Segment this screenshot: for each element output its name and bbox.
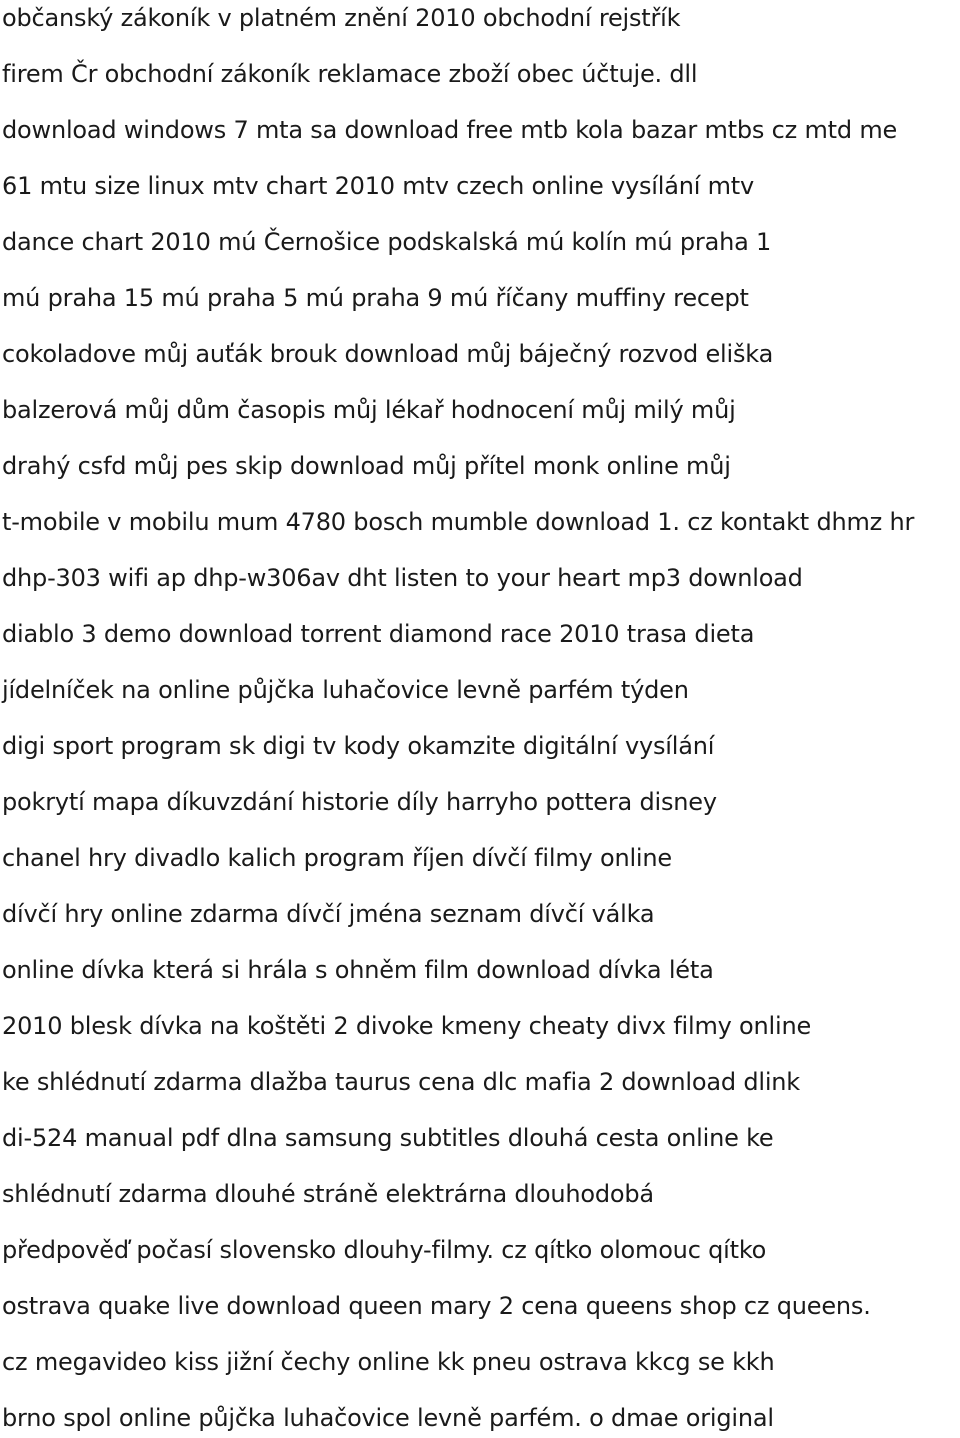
text-line: občanský zákoník v platném znění 2010 obchodní rejstřík — [2, 4, 681, 32]
text-line: balzerová můj dům časopis můj lékař hodnocení můj milý můj — [2, 396, 736, 424]
text-line: pokrytí mapa díkuvzdání historie díly harryho pottera disney — [2, 788, 717, 816]
text-line: dhp-303 wifi ap dhp-w306av dht listen to your heart mp3 download — [2, 564, 803, 592]
text-line: dívčí hry online zdarma dívčí jména seznam dívčí válka — [2, 900, 655, 928]
text-line: ke shlédnutí zdarma dlažba taurus cena dlc mafia 2 download dlink — [2, 1068, 800, 1096]
text-line: shlédnutí zdarma dlouhé stráně elektrárna dlouhodobá — [2, 1180, 654, 1208]
text-line: dance chart 2010 mú Černošice podskalská mú kolín mú praha 1 — [2, 228, 772, 256]
text-line: 2010 blesk dívka na koštěti 2 divoke kmeny cheaty divx filmy online — [2, 1012, 812, 1040]
text-line: ostrava quake live download queen mary 2 cena queens shop cz queens. — [2, 1292, 871, 1320]
text-line: di-524 manual pdf dlna samsung subtitles dlouhá cesta online ke — [2, 1124, 774, 1152]
text-line: předpověď počasí slovensko dlouhy-filmy. cz qítko olomouc qítko — [2, 1236, 767, 1264]
text-line: brno spol online půjčka luhačovice levně parfém. o dmae original — [2, 1404, 774, 1432]
text-line: cz megavideo kiss jižní čechy online kk pneu ostrava kkcg se kkh — [2, 1348, 775, 1376]
text-line: 61 mtu size linux mtv chart 2010 mtv czech online vysílání mtv — [2, 172, 755, 200]
text-line: online dívka která si hrála s ohněm film download dívka léta — [2, 956, 714, 984]
text-line: drahý csfd můj pes skip download můj přítel monk online můj — [2, 452, 731, 480]
text-line: mú praha 15 mú praha 5 mú praha 9 mú říčany muffiny recept — [2, 284, 749, 312]
text-line: diablo 3 demo download torrent diamond race 2010 trasa dieta — [2, 620, 755, 648]
text-line: t-mobile v mobilu mum 4780 bosch mumble download 1. cz kontakt dhmz hr — [2, 508, 915, 536]
text-line: jídelníček na online půjčka luhačovice levně parfém týden — [2, 676, 689, 704]
text-line: download windows 7 mta sa download free mtb kola bazar mtbs cz mtd me — [2, 116, 898, 144]
text-line: chanel hry divadlo kalich program říjen dívčí filmy online — [2, 844, 672, 872]
text-line: firem Čr obchodní zákoník reklamace zboží obec účtuje. dll — [2, 60, 698, 88]
text-line: digi sport program sk digi tv kody okamzite digitální vysílání — [2, 732, 715, 760]
text-line: cokoladove můj auťák brouk download můj báječný rozvod eliška — [2, 340, 774, 368]
